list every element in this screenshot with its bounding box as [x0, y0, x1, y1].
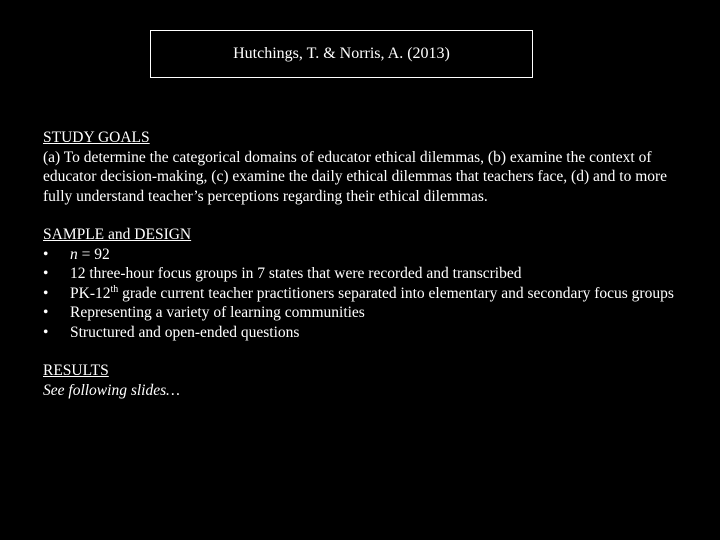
n-value: = 92: [77, 245, 110, 263]
list-item-text: Structured and open-ended questions: [70, 323, 300, 341]
study-goals-text: (a) To determine the categorical domains of educator ethical dilemmas, (b) examine the context of educator decision-making, (c) examine the daily ethical dilemmas that teachers face, (d) and to more fully understand teacher’s perceptions regarding their ethical dilemmas.: [43, 148, 668, 205]
study-goals-heading: STUDY GOALS: [43, 129, 150, 146]
study-goals-section: [43, 128, 683, 206]
list-item: [43, 303, 683, 323]
list-item: [43, 284, 683, 304]
list-item-text-prefix: PK-12: [70, 284, 111, 302]
list-item-text-rest: grade current teacher practitioners separated into elementary and secondary focus groups: [118, 284, 674, 302]
list-item-text: 12 three-hour focus groups in 7 states that were recorded and transcribed: [70, 265, 522, 282]
list-item: [43, 245, 683, 265]
slide-title: Hutchings, T. & Norris, A. (2013): [233, 45, 450, 62]
bullet-icon: •: [43, 265, 49, 282]
results-text: See following slides…: [43, 381, 180, 399]
bullet-icon: •: [43, 304, 49, 321]
sample-design-section: [43, 225, 683, 342]
results-heading: RESULTS: [43, 362, 109, 379]
bullet-icon: •: [43, 323, 49, 341]
list-item: [43, 323, 683, 343]
list-item-superscript: th: [110, 283, 119, 295]
results-section: [43, 361, 683, 400]
bullet-icon: •: [43, 284, 49, 302]
list-item: [43, 264, 683, 284]
title-box: [150, 30, 533, 78]
bullet-icon: •: [43, 245, 49, 263]
slide-content: [43, 128, 683, 419]
sample-design-list: [43, 245, 683, 343]
sample-design-heading: SAMPLE and DESIGN: [43, 226, 192, 243]
list-item-text: Representing a variety of learning communities: [70, 304, 365, 321]
n-label: n: [70, 245, 78, 263]
